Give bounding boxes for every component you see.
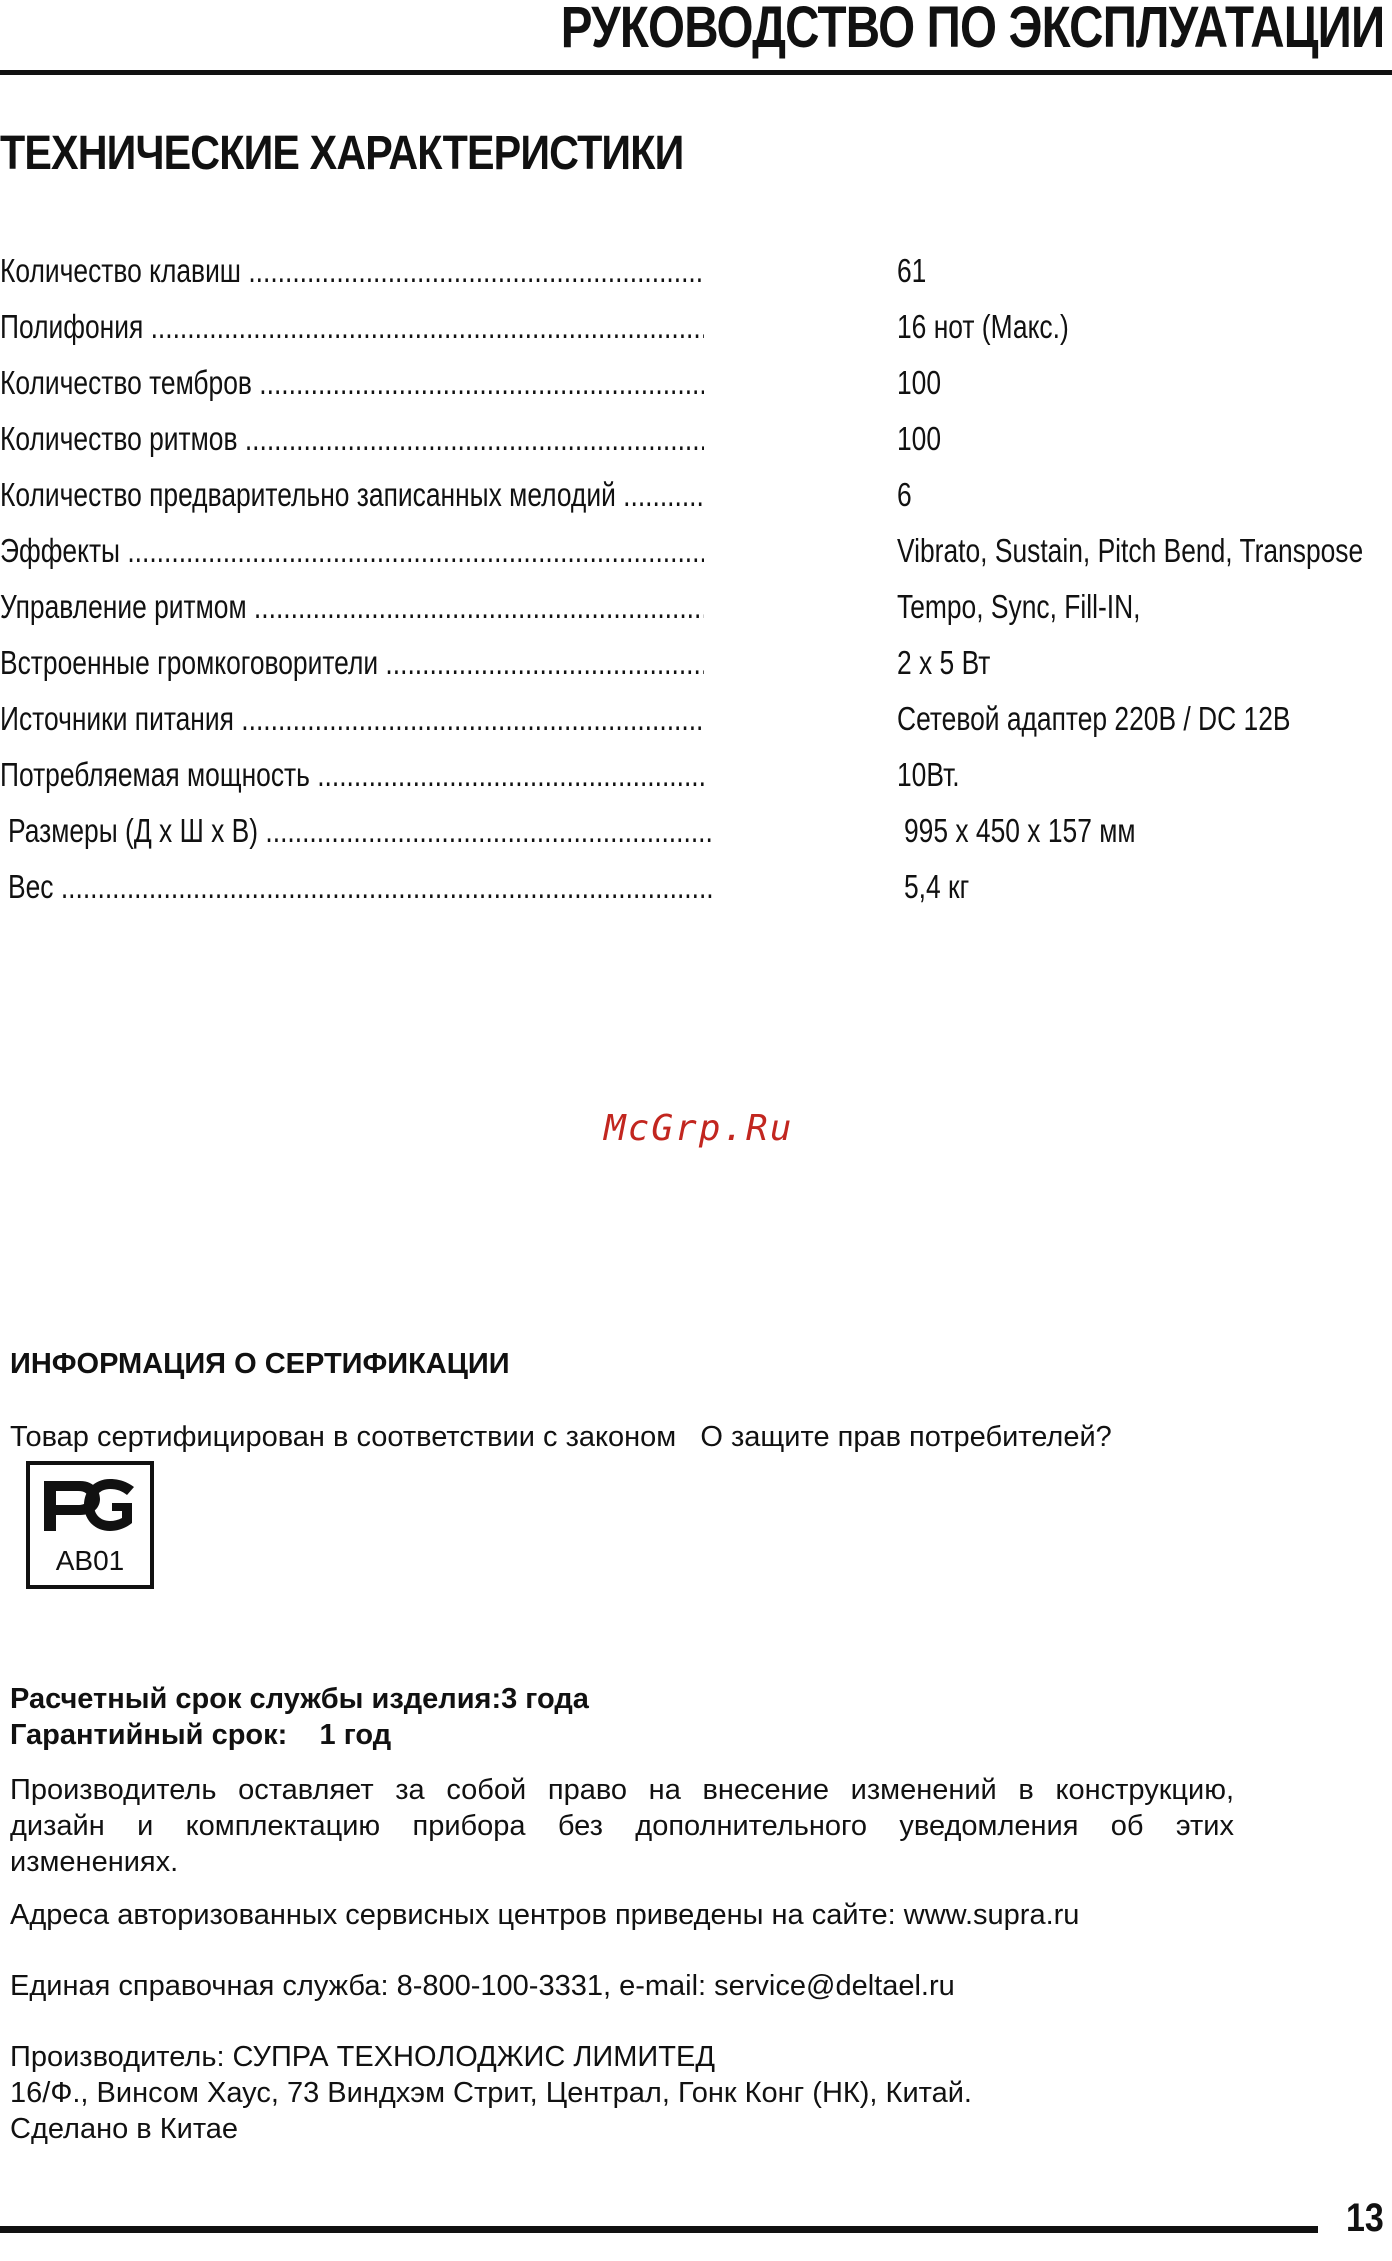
spec-row-power-consumption bbox=[0, 756, 1392, 812]
spec-value: 995 х 450 х 157 мм bbox=[904, 812, 1136, 849]
spec-value: 6 bbox=[897, 476, 912, 513]
certification-title: ИНФОРМАЦИЯ О СЕРТИФИКАЦИИ bbox=[10, 1348, 510, 1380]
manual-title: РУКОВОДСТВО ПО ЭКСПЛУАТАЦИИ bbox=[560, 0, 1384, 60]
country-of-origin: Сделано в Китае bbox=[10, 2113, 239, 2145]
spec-row-demo-songs bbox=[0, 476, 1392, 532]
spec-value: 100 bbox=[897, 364, 942, 401]
spec-value: 100 bbox=[897, 420, 942, 457]
spec-row-rhythm-control bbox=[0, 588, 1392, 644]
spec-row-power-sources bbox=[0, 700, 1392, 756]
specs-list bbox=[0, 252, 1392, 924]
rst-logo-icon bbox=[38, 1473, 142, 1537]
manufacturer-name: Производитель: СУПРА ТЕХНОЛОДЖИС ЛИМИТЕД bbox=[10, 2041, 715, 2073]
spec-value: 2 х 5 Вт bbox=[897, 644, 991, 681]
spec-label: Встроенные громкоговорители ..... bbox=[0, 644, 704, 682]
changes-notice: Производитель оставляет за собой право на внесение изменений в конструкцию, дизайн и комплектацию прибора без дополнительного уведомления об этих изменениях. bbox=[10, 1774, 1234, 1878]
spec-label: Вес ..... bbox=[8, 868, 712, 906]
spec-label: Управление ритмом ..... bbox=[0, 588, 704, 626]
spec-label: Эффекты ..... bbox=[0, 532, 704, 570]
spec-label: Полифония ..... bbox=[0, 308, 704, 346]
spec-row-dimensions bbox=[0, 812, 1392, 868]
spec-label: Количество ритмов ..... bbox=[0, 420, 704, 458]
spec-value: 10Вт. bbox=[897, 756, 960, 793]
spec-row-polyphony bbox=[0, 308, 1392, 364]
spec-value: 61 bbox=[897, 252, 927, 289]
warranty-period: Гарантийный срок: 1 год bbox=[10, 1719, 392, 1751]
spec-label: Размеры (Д х Ш х В) ..... bbox=[8, 812, 712, 850]
manufacturer-address: 16/Ф., Винсом Хаус, 73 Виндхэм Стрит, Централ, Гонк Конг (НК), Китай. bbox=[10, 2077, 972, 2109]
spec-label: Количество клавиш ..... bbox=[0, 252, 704, 290]
header-divider bbox=[0, 70, 1392, 75]
hotline-note: Единая справочная служба: 8-800-100-3331, e-mail: service@deltael.ru bbox=[10, 1970, 955, 2002]
service-terms bbox=[10, 1681, 589, 1753]
certification-code: АВ01 bbox=[55, 1545, 125, 1576]
spec-value: Vibrato, Sustain, Pitch Bend, Transpose bbox=[897, 532, 1364, 569]
watermark-link[interactable]: McGrp.Ru bbox=[604, 1108, 794, 1149]
page-number: 13 bbox=[1346, 2196, 1384, 2240]
spec-value: Сетевой адаптер 220В / DC 12В bbox=[897, 700, 1291, 737]
spec-value: 5,4 кг bbox=[904, 868, 970, 905]
service-lifetime: Расчетный срок службы изделия:3 года bbox=[10, 1683, 589, 1715]
spec-row-effects bbox=[0, 532, 1392, 588]
spec-label: Источники питания ..... bbox=[0, 700, 704, 738]
spec-label: Количество предварительно записанных мелодий ..... bbox=[0, 476, 704, 514]
spec-label: Потребляемая мощность ..... bbox=[0, 756, 704, 794]
spec-row-speakers bbox=[0, 644, 1392, 700]
specs-title: ТЕХНИЧЕСКИЕ ХАРАКТЕРИСТИКИ bbox=[0, 127, 684, 180]
spec-row-rhythms bbox=[0, 420, 1392, 476]
spec-row-weight bbox=[0, 868, 1392, 924]
spec-value: Tempo, Sync, Fill-IN, bbox=[897, 588, 1141, 625]
footer-divider bbox=[0, 2226, 1318, 2233]
spec-row-keys bbox=[0, 252, 1392, 308]
spec-value: 16 нот (Макс.) bbox=[897, 308, 1069, 345]
certification-mark bbox=[26, 1461, 154, 1589]
certification-text: Товар сертифицирован в соответствии с законом О защите прав потребителей? bbox=[10, 1421, 1112, 1453]
service-centers-note: Адреса авторизованных сервисных центров приведены на сайте: www.supra.ru bbox=[10, 1899, 1080, 1931]
spec-label: Количество тембров ..... bbox=[0, 364, 704, 402]
spec-row-voices bbox=[0, 364, 1392, 420]
